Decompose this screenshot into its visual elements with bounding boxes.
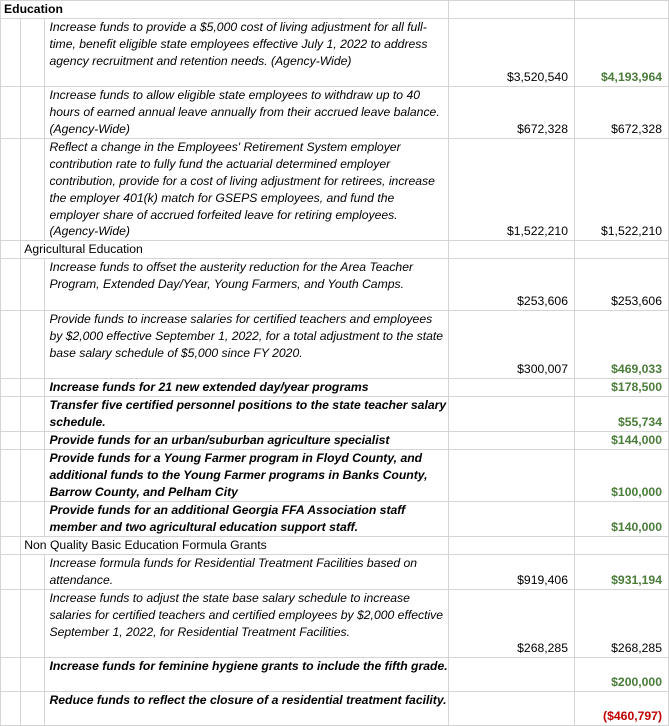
amount-column-b[interactable]: ($460,797) — [574, 691, 668, 725]
empty-cell[interactable] — [21, 86, 45, 138]
line-item-row — [1, 379, 669, 397]
empty-cell[interactable] — [1, 432, 21, 450]
line-item-row — [1, 259, 669, 311]
line-item-description[interactable]: Increase formula funds for Residential Treatment Facilities based on attendance. — [45, 554, 448, 589]
line-item-row — [1, 691, 669, 725]
amount-column-b[interactable]: $55,734 — [574, 397, 668, 432]
amount-column-b[interactable]: $931,194 — [574, 554, 668, 589]
line-item-row — [1, 311, 669, 379]
amount-column-b[interactable]: $469,033 — [574, 311, 668, 379]
empty-cell[interactable] — [1, 138, 21, 240]
empty-cell[interactable] — [1, 450, 21, 502]
amount-column-a[interactable]: $3,520,540 — [448, 18, 574, 86]
line-item-row — [1, 138, 669, 240]
empty-cell[interactable] — [448, 1, 574, 19]
empty-cell[interactable] — [1, 536, 21, 554]
amount-column-a[interactable]: $672,328 — [448, 86, 574, 138]
empty-cell[interactable] — [21, 18, 45, 86]
amount-column-b[interactable]: $144,000 — [574, 432, 668, 450]
line-item-description[interactable]: Provide funds for an additional Georgia FFA Association staff member and two agricultural education support staff. — [45, 502, 448, 537]
empty-cell[interactable] — [21, 502, 45, 537]
amount-column-a[interactable]: $268,285 — [448, 589, 574, 657]
line-item-description[interactable]: Reflect a change in the Employees' Retirement System employer contribution rate to fully fund the actuarial determined employer contribution, provide for a cost of living adjustment for retirees, increase the employer 401(k) match for GSEPS employees, and fund the employer share of accrued forfeited leave for retiring employees. (Agency-Wide) — [45, 138, 448, 240]
empty-cell[interactable] — [1, 589, 21, 657]
line-item-row — [1, 18, 669, 86]
line-item-row — [1, 86, 669, 138]
empty-cell[interactable] — [1, 86, 21, 138]
amount-column-a[interactable] — [448, 397, 574, 432]
empty-cell[interactable] — [1, 259, 21, 311]
amount-column-a[interactable] — [448, 450, 574, 502]
line-item-row — [1, 589, 669, 657]
line-item-row — [1, 397, 669, 432]
empty-cell[interactable] — [21, 259, 45, 311]
empty-cell[interactable] — [1, 18, 21, 86]
amount-column-a[interactable] — [448, 691, 574, 725]
empty-cell[interactable] — [21, 450, 45, 502]
line-item-description[interactable]: Increase funds to provide a $5,000 cost of living adjustment for all full-time, benefit eligible state employees effective July 1, 2022 to address agency recruitment and retention needs. (Agency-Wide) — [45, 18, 448, 86]
section-header-row — [1, 1, 669, 19]
empty-cell[interactable] — [21, 432, 45, 450]
amount-column-a[interactable] — [448, 432, 574, 450]
line-item-description[interactable]: Provide funds for an urban/suburban agriculture specialist — [45, 432, 448, 450]
group-header-row — [1, 536, 669, 554]
empty-cell[interactable] — [1, 502, 21, 537]
amount-column-b[interactable]: $268,285 — [574, 589, 668, 657]
empty-cell[interactable] — [1, 397, 21, 432]
amount-column-b[interactable]: $140,000 — [574, 502, 668, 537]
empty-cell[interactable] — [21, 657, 45, 691]
empty-cell[interactable] — [1, 691, 21, 725]
line-item-row — [1, 502, 669, 537]
empty-cell[interactable] — [1, 554, 21, 589]
line-item-description[interactable]: Increase funds for feminine hygiene grants to include the fifth grade. — [45, 657, 448, 691]
line-item-row — [1, 657, 669, 691]
empty-cell[interactable] — [21, 554, 45, 589]
line-item-description[interactable]: Increase funds for 21 new extended day/year programs — [45, 379, 448, 397]
empty-cell[interactable] — [1, 379, 21, 397]
amount-column-a[interactable]: $300,007 — [448, 311, 574, 379]
empty-cell[interactable] — [21, 311, 45, 379]
empty-cell[interactable] — [448, 536, 574, 554]
empty-cell[interactable] — [1, 241, 21, 259]
empty-cell[interactable] — [21, 589, 45, 657]
empty-cell[interactable] — [574, 241, 668, 259]
line-item-description[interactable]: Increase funds to adjust the state base salary schedule to increase salaries for certified teachers and certified employees by $2,000 effective September 1, 2022, for Residential Treatment Facilities. — [45, 589, 448, 657]
empty-cell[interactable] — [21, 379, 45, 397]
group-title[interactable]: Non Quality Basic Education Formula Grants — [21, 536, 448, 554]
amount-column-b[interactable]: $200,000 — [574, 657, 668, 691]
line-item-row — [1, 432, 669, 450]
empty-cell[interactable] — [574, 536, 668, 554]
amount-column-b[interactable]: $178,500 — [574, 379, 668, 397]
empty-cell[interactable] — [1, 311, 21, 379]
line-item-row — [1, 554, 669, 589]
line-item-description[interactable]: Increase funds to allow eligible state employees to withdraw up to 40 hours of earned annual leave annually from their accrued leave balance. (Agency-Wide) — [45, 86, 448, 138]
amount-column-b[interactable]: $672,328 — [574, 86, 668, 138]
empty-cell[interactable] — [21, 138, 45, 240]
amount-column-a[interactable] — [448, 502, 574, 537]
amount-column-a[interactable]: $253,606 — [448, 259, 574, 311]
amount-column-a[interactable] — [448, 379, 574, 397]
amount-column-a[interactable] — [448, 657, 574, 691]
empty-cell[interactable] — [1, 657, 21, 691]
line-item-description[interactable]: Provide funds for a Young Farmer program in Floyd County, and additional funds to the Young Farmer programs in Banks County, Barrow County, and Pelham City — [45, 450, 448, 502]
empty-cell[interactable] — [21, 691, 45, 725]
line-item-description[interactable]: Reduce funds to reflect the closure of a residential treatment facility. — [45, 691, 448, 725]
amount-column-b[interactable]: $253,606 — [574, 259, 668, 311]
empty-cell[interactable] — [448, 241, 574, 259]
amount-column-a[interactable]: $1,522,210 — [448, 138, 574, 240]
amount-column-b[interactable]: $4,193,964 — [574, 18, 668, 86]
section-title[interactable]: Education — [1, 1, 449, 19]
group-header-row — [1, 241, 669, 259]
group-title[interactable]: Agricultural Education — [21, 241, 448, 259]
amount-column-b[interactable]: $1,522,210 — [574, 138, 668, 240]
line-item-row — [1, 450, 669, 502]
amount-column-a[interactable]: $919,406 — [448, 554, 574, 589]
line-item-description[interactable]: Provide funds to increase salaries for certified teachers and employees by $2,000 effective September 1, 2022, for a total adjustment to the state base salary schedule of $5,000 since FY 2020. — [45, 311, 448, 379]
amount-column-b[interactable]: $100,000 — [574, 450, 668, 502]
line-item-description[interactable]: Transfer five certified personnel positions to the state teacher salary schedule. — [45, 397, 448, 432]
empty-cell[interactable] — [21, 397, 45, 432]
empty-cell[interactable] — [574, 1, 668, 19]
line-item-description[interactable]: Increase funds to offset the austerity reduction for the Area Teacher Program, Extended Day/Year, Young Farmers, and Youth Camps. — [45, 259, 448, 311]
